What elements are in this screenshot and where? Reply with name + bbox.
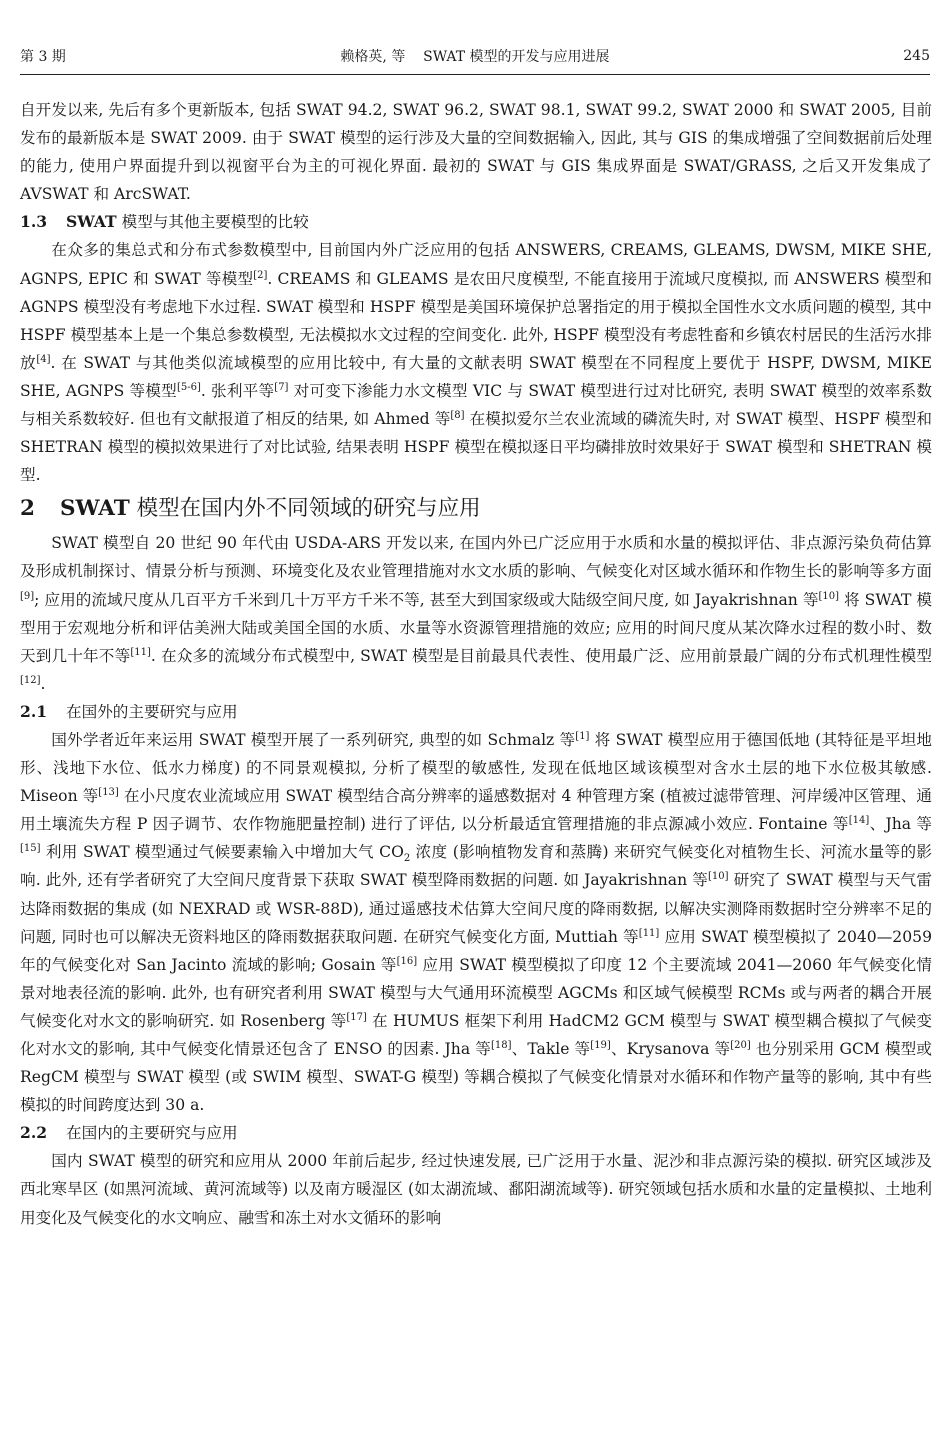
paragraph-swat-versions: 自开发以来, 先后有多个更新版本, 包括 SWAT 94.2, SWAT 96.2, SWAT 98.1, SWAT 99.2, SWAT 2000 和 SWAT 2005, 目前发布的最新版本是 SWAT 2009. 由于 SWAT 模型的运行涉及大量的空间数据输入, 因此, 其与 GIS 的集成增强了空间数据前后处理的能力, 使用户界面提升到以视窗平台为主的可视化界面. 最初的 SWAT 与 GIS 集成界面是 SWAT/GRASS, 之后又开发集成了 AVSWAT 和 ArcSWAT. (20, 101, 932, 204)
paragraph-foreign-research (20, 726, 932, 1119)
section-title: 在国外的主要研究与应用 (66, 702, 238, 721)
citation: [9] (20, 590, 35, 602)
text-run: 国外学者近年来运用 SWAT 模型开展了一系列研究, 典型的如 Schmalz 等 (51, 730, 576, 749)
text-run: . CREAMS 和 GLEAMS 是农田尺度模型, 不能直接用于流域尺度模拟, 而 ANSWERS 模型和 AGNPS 模型没有考虑地下水过程. SWAT 模型和 HSPF 模型是美国环境保护总署指定的用于模拟全国性水文水质问题的模型, 其中 HSPF 模型基本上是一个集总参数模型, 无法模拟水文过程的空间变化. 此外, HSPF 模型没有考虑牲畜和乡镇农村居民的生活污水排放 (20, 269, 932, 372)
section-title: 在国内的主要研究与应用 (66, 1124, 238, 1143)
section-number: 2.1 (20, 701, 48, 721)
citation: [5-6] (176, 381, 201, 393)
citation: [18] (490, 1039, 512, 1051)
section-heading-1-3 (20, 208, 932, 236)
running-header (20, 40, 930, 75)
section-title-rest: 模型与其他主要模型的比较 (116, 213, 309, 232)
citation: [12] (20, 674, 41, 686)
text-run: 对可变下渗能力水文模型 VIC 与 SWAT 模型进行过对比研究, 表明 SWAT 模型的效率系数与相关系数较好. 但也有文献报道了相反的结果, 如 Ahmed 等 (20, 381, 932, 429)
paragraph-swat-applications (20, 529, 932, 698)
section-number: 1.3 (20, 212, 48, 232)
running-authors: 赖格英, 等 (340, 49, 406, 65)
section-title-bold: SWAT (66, 212, 117, 232)
text-run: 应用 SWAT 模型模拟了印度 12 个主要流域 2041—2060 年气候变化情景对地表径流的影响. 此外, 也有研究者利用 SWAT 模型与大气通用环流模型 AGCMs 和区域气候模型 RCMs 或与两者的耦合开展气候变化对水文的影响研究. 如 Rosenberg 等 (20, 955, 932, 1030)
text-run: 也分别采用 GCM 模型或 RegCM 模型与 SWAT 模型 (或 SWIM 模型、SWAT-G 模型) 等耦合模拟了气候变化情景对水循环和作物产量等的影响, 其中有些模拟的时间跨度达到 30 a. (20, 1040, 932, 1115)
citation: [17] (346, 1011, 367, 1023)
text-run: 应用 SWAT 模型模拟了 2040—2059 年的气候变化对 San Jacinto 流域的影响; Gosain 等 (20, 927, 932, 974)
text-run: . 在 SWAT 与其他类似流域模型的应用比较中, 有大量的文献表明 SWAT 模型在不同程度上要优于 HSPF, DWSM, MIKE SHE, AGNPS 等模型 (20, 353, 932, 400)
text-run: SWAT 模型自 20 世纪 90 年代由 USDA-ARS 开发以来, 在国内外已广泛应用于水质和水量的模拟评估、非点源污染负荷估算及形成机制探讨、情景分析与预测、环境变化及农业管理措施对水文水质的影响、气候变化对区域水循环和作物生长的影响等多方面 (20, 534, 932, 581)
citation: [15] (20, 843, 41, 855)
citation: [14] (848, 815, 870, 827)
text-run: 研究了 SWAT 模型与天气雷达降雨数据的集成 (如 NEXRAD 或 WSR-88D), 通过遥感技术估算大空间尺度的降雨数据, 以解决实测降雨数据时空分辨率不足的问题, 同时也可以解决无资料地区的降雨数据获取问题. 在研究气候变化方面, Muttiah 等 (20, 871, 932, 946)
paragraph-domestic-research: 国内 SWAT 模型的研究和应用从 2000 年前后起步, 经过快速发展, 已广泛用于水量、泥沙和非点源污染的模拟. 研究区域涉及西北寒旱区 (如黑河流域、黄河流域等) 以及南方暖湿区 (如太湖流域、鄱阳湖流域等). 研究领域包括水质和水量的定量模拟、土地利用变化及气候变化的水文响应、融雪和冻土对水文循环的影响 (20, 1152, 932, 1227)
text-run: 将 SWAT 模型用于宏观地分析和评估美洲大陆或美国全国的水质、水量等水资源管理措施的效应; 应用的时间尺度从某次降水过程的数小时、数天到几十年不等 (20, 590, 932, 665)
citation: [16] (396, 955, 418, 967)
text-run: 在 HUMUS 框架下利用 HadCM2 GCM 模型与 SWAT 模型耦合模拟了气候变化对水文的影响, 其中气候变化情景还包含了 ENSO 的因素. Jha 等 (20, 1011, 932, 1058)
citation: [2] (253, 269, 268, 281)
section-number: 2.2 (20, 1123, 48, 1143)
section-heading-2 (20, 489, 932, 529)
citation: [20] (730, 1039, 751, 1051)
section-heading-2-2 (20, 1119, 932, 1147)
text-run: 浓度 (影响植物发育和蒸腾) 来研究气候变化对植物生长、河流水量等的影响. 此外, 还有学者研究了大空间尺度背景下获取 SWAT 模型降雨数据的问题. 如 Jayakrishnan 等 (20, 843, 932, 890)
citation: [1] (575, 730, 590, 742)
text-run: 、Jha 等 (869, 815, 932, 834)
running-article-title: SWAT 模型的开发与应用进展 (423, 49, 610, 65)
running-title (20, 46, 930, 66)
section-title-bold: SWAT (60, 496, 130, 522)
citation: [19] (590, 1039, 611, 1051)
text-run: ; 应用的流域尺度从几百平方千米到几十万平方千米不等, 甚至大到国家级或大陆级空间尺度, 如 Jayakrishnan 等 (34, 590, 819, 609)
subscript: 2 (403, 853, 411, 865)
text-run: . 在众多的流域分布式模型中, SWAT 模型是目前最具代表性、使用最广泛、应用前景最广阔的分布式机理性模型 (150, 646, 932, 665)
citation: [10] (818, 590, 839, 602)
citation: [10] (707, 871, 729, 883)
section-title-rest: 模型在国内外不同领域的研究与应用 (129, 496, 481, 522)
paragraph-model-comparison (20, 236, 932, 489)
article-body (20, 96, 932, 1232)
text-run: 、Krysanova 等 (610, 1040, 731, 1058)
text-run: . (40, 674, 46, 693)
section-number: 2 (20, 496, 35, 522)
issue-number: 第 3 期 (20, 49, 66, 65)
text-run: 在小尺度农业流域应用 SWAT 模型结合高分辨率的遥感数据对 4 种管理方案 (植被过滤带管理、河岸缓冲区管理、通用土壤流失方程 P 因子调节、农作物施肥量控制) 进行了评估, 以分析最适宜管理措施的非点源减小效应. Fontaine 等 (20, 787, 932, 834)
section-title (60, 496, 481, 521)
text-run: 、Takle 等 (511, 1040, 591, 1058)
citation: [8] (450, 409, 465, 421)
citation: [7] (274, 381, 289, 393)
text-run: 在模拟爱尔兰农业流域的磷流失时, 对 SWAT 模型、HSPF 模型和 SHETRAN 模型的模拟效果进行了对比试验, 结果表明 HSPF 模型在模拟逐日平均磷排放时效果好于 SWAT 模型和 SHETRAN 模型. (20, 410, 933, 485)
citation: [11] (638, 927, 660, 939)
citation: [11] (130, 646, 151, 658)
citation: [13] (98, 786, 119, 798)
text-run: 利用 SWAT 模型通过气候要素输入中增加大气 CO (40, 843, 404, 862)
text-run: 在众多的集总式和分布式参数模型中, 目前国内外广泛应用的包括 ANSWERS, CREAMS, GLEAMS, DWSM, MIKE SHE, AGNPS, EPIC 和 SWAT 等模型 (20, 241, 932, 288)
page-number: 245 (903, 48, 930, 64)
section-title (66, 213, 309, 231)
text-run: 将 SWAT 模型应用于德国低地 (其特征是平坦地形、浅地下水位、低水力梯度) 的不同景观模拟, 分析了模型的敏感性, 发现在低地区域该模型对含水土层的地下水位极其敏感. Miseon 等 (20, 730, 933, 806)
text-run: . 张利平等 (200, 381, 275, 400)
citation: [4] (36, 353, 51, 365)
section-heading-2-1 (20, 698, 932, 726)
